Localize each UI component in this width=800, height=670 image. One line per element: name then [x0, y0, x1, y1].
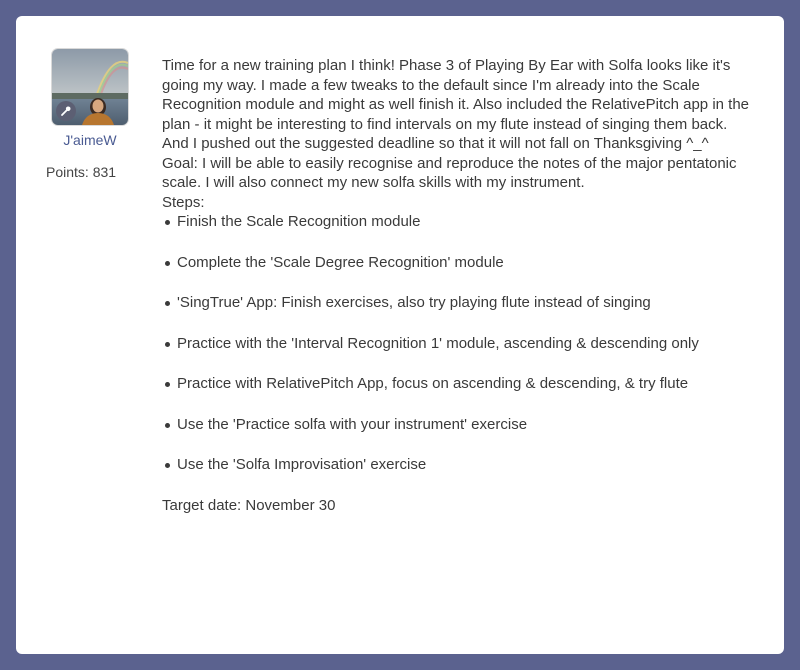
list-item: Practice with the 'Interval Recognition 1' module, ascending & descending only — [177, 334, 752, 354]
microphone-icon — [56, 101, 76, 121]
avatar[interactable] — [52, 49, 128, 125]
author-points: Points: 831 — [46, 164, 117, 180]
username-link[interactable]: J'aimeW — [63, 132, 117, 148]
list-item: Practice with RelativePitch App, focus on ascending & descending, & try flute — [177, 374, 752, 394]
author-block — [52, 49, 128, 149]
steps-label: Steps: — [162, 193, 205, 211]
list-item: Use the 'Solfa Improvisation' exercise — [177, 455, 752, 475]
post-body — [162, 56, 752, 515]
list-item: Finish the Scale Recognition module — [177, 212, 752, 232]
post-intro: Time for a new training plan I think! Phase 3 of Playing By Ear with Solfa looks like it's going my way. I made a few tweaks to the default since I'm already into the Scale Recognition module and might as well finish it. Also included the RelativePitch app in the plan - it might be interesting to find intervals on my flute instead of singing them back. And I pushed out the suggested deadline so that it will not fall on Thanksgiving ^_^ — [162, 57, 750, 152]
list-item: Complete the 'Scale Degree Recognition' module — [177, 253, 752, 273]
post-card — [16, 16, 784, 654]
list-item: 'SingTrue' App: Finish exercises, also try playing flute instead of singing — [177, 293, 752, 313]
post-goal: Goal: I will be able to easily recognise and reproduce the notes of the major pentatonic scale. I will also connect my new solfa skills with my instrument. — [162, 154, 737, 191]
list-item: Use the 'Practice solfa with your instrument' exercise — [177, 415, 752, 435]
target-date: Target date: November 30 — [162, 496, 336, 514]
steps-list — [162, 212, 752, 475]
